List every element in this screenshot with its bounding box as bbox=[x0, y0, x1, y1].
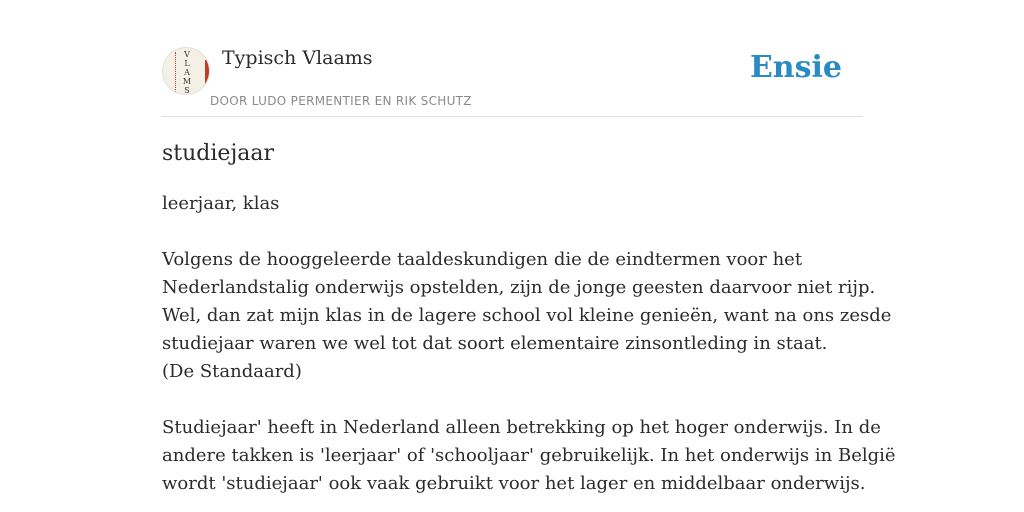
logo-letter: S bbox=[184, 86, 190, 95]
quote-line: studiejaar waren we wel tot dat soort elementaire zinsontleding in staat. bbox=[162, 333, 828, 354]
logo-letters bbox=[182, 50, 192, 95]
quote-source: (De Standaard) bbox=[162, 361, 302, 382]
site-logo[interactable] bbox=[162, 47, 210, 95]
site-header bbox=[162, 44, 862, 117]
quote-line: Nederlandstalig onderwijs opstelden, zijn de jonge geesten daarvoor niet rijp. bbox=[162, 277, 876, 298]
quote-line: Volgens de hooggeleerde taaldeskundigen die de eindtermen voor het bbox=[162, 249, 803, 270]
logo-letter: V bbox=[184, 50, 190, 59]
entry-term: studiejaar bbox=[162, 141, 275, 166]
quote-line: Wel, dan zat mijn klas in de lagere school vol kleine genieën, want na ons zesde bbox=[162, 305, 892, 326]
site-title[interactable]: Typisch Vlaams bbox=[222, 47, 373, 69]
entry-content bbox=[162, 138, 896, 498]
ensie-brand-link[interactable]: Ensie bbox=[749, 50, 842, 85]
explanation-line: Studiejaar' heeft in Nederland alleen betrekking op het hoger onderwijs. In de bbox=[162, 417, 881, 438]
explanation-line: andere takken is 'leerjaar' of 'schooljaar' gebruikelijk. In het onderwijs in België bbox=[162, 445, 896, 466]
logo-letter: L bbox=[184, 59, 190, 68]
quote-paragraph bbox=[162, 246, 892, 386]
entry-synonyms: leerjaar, klas bbox=[162, 193, 280, 214]
logo-letter: M bbox=[182, 77, 192, 86]
logo-stripe bbox=[175, 52, 178, 92]
explanation-paragraph bbox=[162, 414, 896, 498]
logo-red-bar bbox=[205, 60, 209, 84]
logo-letter: A bbox=[184, 68, 190, 77]
byline: DOOR LUDO PERMENTIER EN RIK SCHUTZ bbox=[210, 94, 472, 108]
explanation-line: wordt 'studiejaar' ook vaak gebruikt voor het lager en middelbaar onderwijs. bbox=[162, 473, 866, 494]
